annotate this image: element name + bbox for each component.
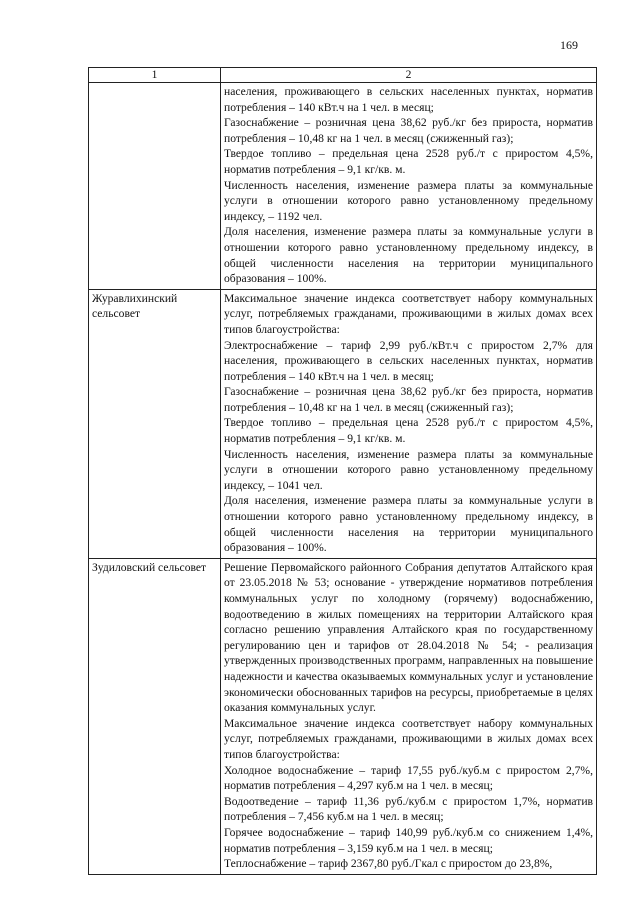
paragraph: Максимальное значение индекса соответствует набору коммунальных услуг, потребляемых гражданами, проживающими в жилых домах всех типов благоустройства: — [224, 291, 593, 336]
row-content — [221, 83, 597, 290]
paragraph: Газоснабжение – розничная цена 38,62 руб./кг без прироста, норматив потребления – 10,48 кг на 1 чел. в месяц (сжиженный газ); — [224, 116, 593, 145]
paragraph: Горячее водоснабжение – тариф 140,99 руб./куб.м со снижением 1,4%, норматив потребления – 3,159 куб.м на 1 чел. в месяц; — [224, 825, 593, 855]
paragraph: Максимальное значение индекса соответствует набору коммунальных услуг, потребляемых гражданами, проживающими в жилых домах всех типов благоустройства: — [224, 716, 593, 761]
paragraph: Газоснабжение – розничная цена 38,62 руб./кг без прироста, норматив потребления – 10,48 кг на 1 чел. в месяц (сжиженный газ); — [224, 385, 593, 414]
paragraph: Холодное водоснабжение – тариф 17,55 руб./куб.м с приростом 2,7%, норматив потребления – 4,297 куб.м на 1 чел. в месяц; — [224, 763, 593, 793]
row-content — [221, 289, 597, 558]
paragraph: Твердое топливо – предельная цена 2528 руб./т с приростом 4,5%, норматив потребления – 9,1 кг/кв. м. — [224, 147, 593, 176]
paragraph: Решение Первомайского районного Собрания депутатов Алтайского края от 23.05.2018 № 53; основание - утверждение нормативов потребления коммунальных услуг по холодному (горячему) водоснабжению, водоотведению в жилых помещениях на территории Алтайского края согласно решению управления Алтайского края по государственному регулированию цен и тарифов от 28.04.2018 № 54; - реализация утвержденных производственных программ, направленных на повышение надежности и качества оказываемых коммунальных услуг и установление экономически обоснованных тарифов на ресурсы, приобретаемые в целях оказания коммунальных услуг. — [224, 560, 593, 715]
tariff-table — [88, 67, 597, 875]
paragraph: Твердое топливо – предельная цена 2528 руб./т с приростом 4,5%, норматив потребления – 9,1 кг/кв. м. — [224, 416, 593, 446]
municipality-name — [89, 83, 221, 290]
paragraph: населения, проживающего в сельских населенных пунктах, норматив потребления – 140 кВт.ч на 1 чел. в месяц; — [224, 85, 593, 114]
paragraph: Водоотведение – тариф 11,36 руб./куб.м с приростом 1,7%, норматив потребления – 7,456 куб.м на 1 чел. в месяц; — [224, 794, 593, 824]
municipality-name: Зудиловский сельсовет — [89, 558, 221, 874]
paragraph: Численность населения, изменение размера платы за коммунальные услуги в отношении которого равно установленному предельному индексу, – 1192 чел. — [224, 178, 593, 223]
paragraph: Электроснабжение – тариф 2,99 руб./кВт.ч с приростом 2,7% для населения, проживающего в сельских населенных пунктах, норматив потребления – 140 кВт.ч на 1 чел. в месяц; — [224, 338, 593, 383]
table-header-row — [89, 68, 597, 83]
municipality-name: Журавлихинский сельсовет — [89, 289, 221, 558]
page-number: 169 — [560, 38, 578, 52]
paragraph: Доля населения, изменение размера платы за коммунальные услуги в отношении которого равно установленному предельному индексу, в общей численности населения на территории муниципального образования – 100%. — [224, 494, 593, 555]
row-content — [221, 558, 597, 874]
table-row — [89, 83, 597, 290]
paragraph: Доля населения, изменение размера платы за коммунальные услуги в отношении которого равно установленному предельному индексу, в общей численности населения на территории муниципального образования – 100%. — [224, 225, 593, 286]
column-header-2: 2 — [221, 68, 597, 83]
paragraph: Теплоснабжение – тариф 2367,80 руб./Гкал с приростом до 23,8%, — [224, 857, 553, 871]
table-row — [89, 558, 597, 874]
paragraph: Численность населения, изменение размера платы за коммунальные услуги в отношении которого равно установленному предельному индексу, – 1041 чел. — [224, 447, 593, 492]
table-row — [89, 289, 597, 558]
column-header-1: 1 — [89, 68, 221, 83]
